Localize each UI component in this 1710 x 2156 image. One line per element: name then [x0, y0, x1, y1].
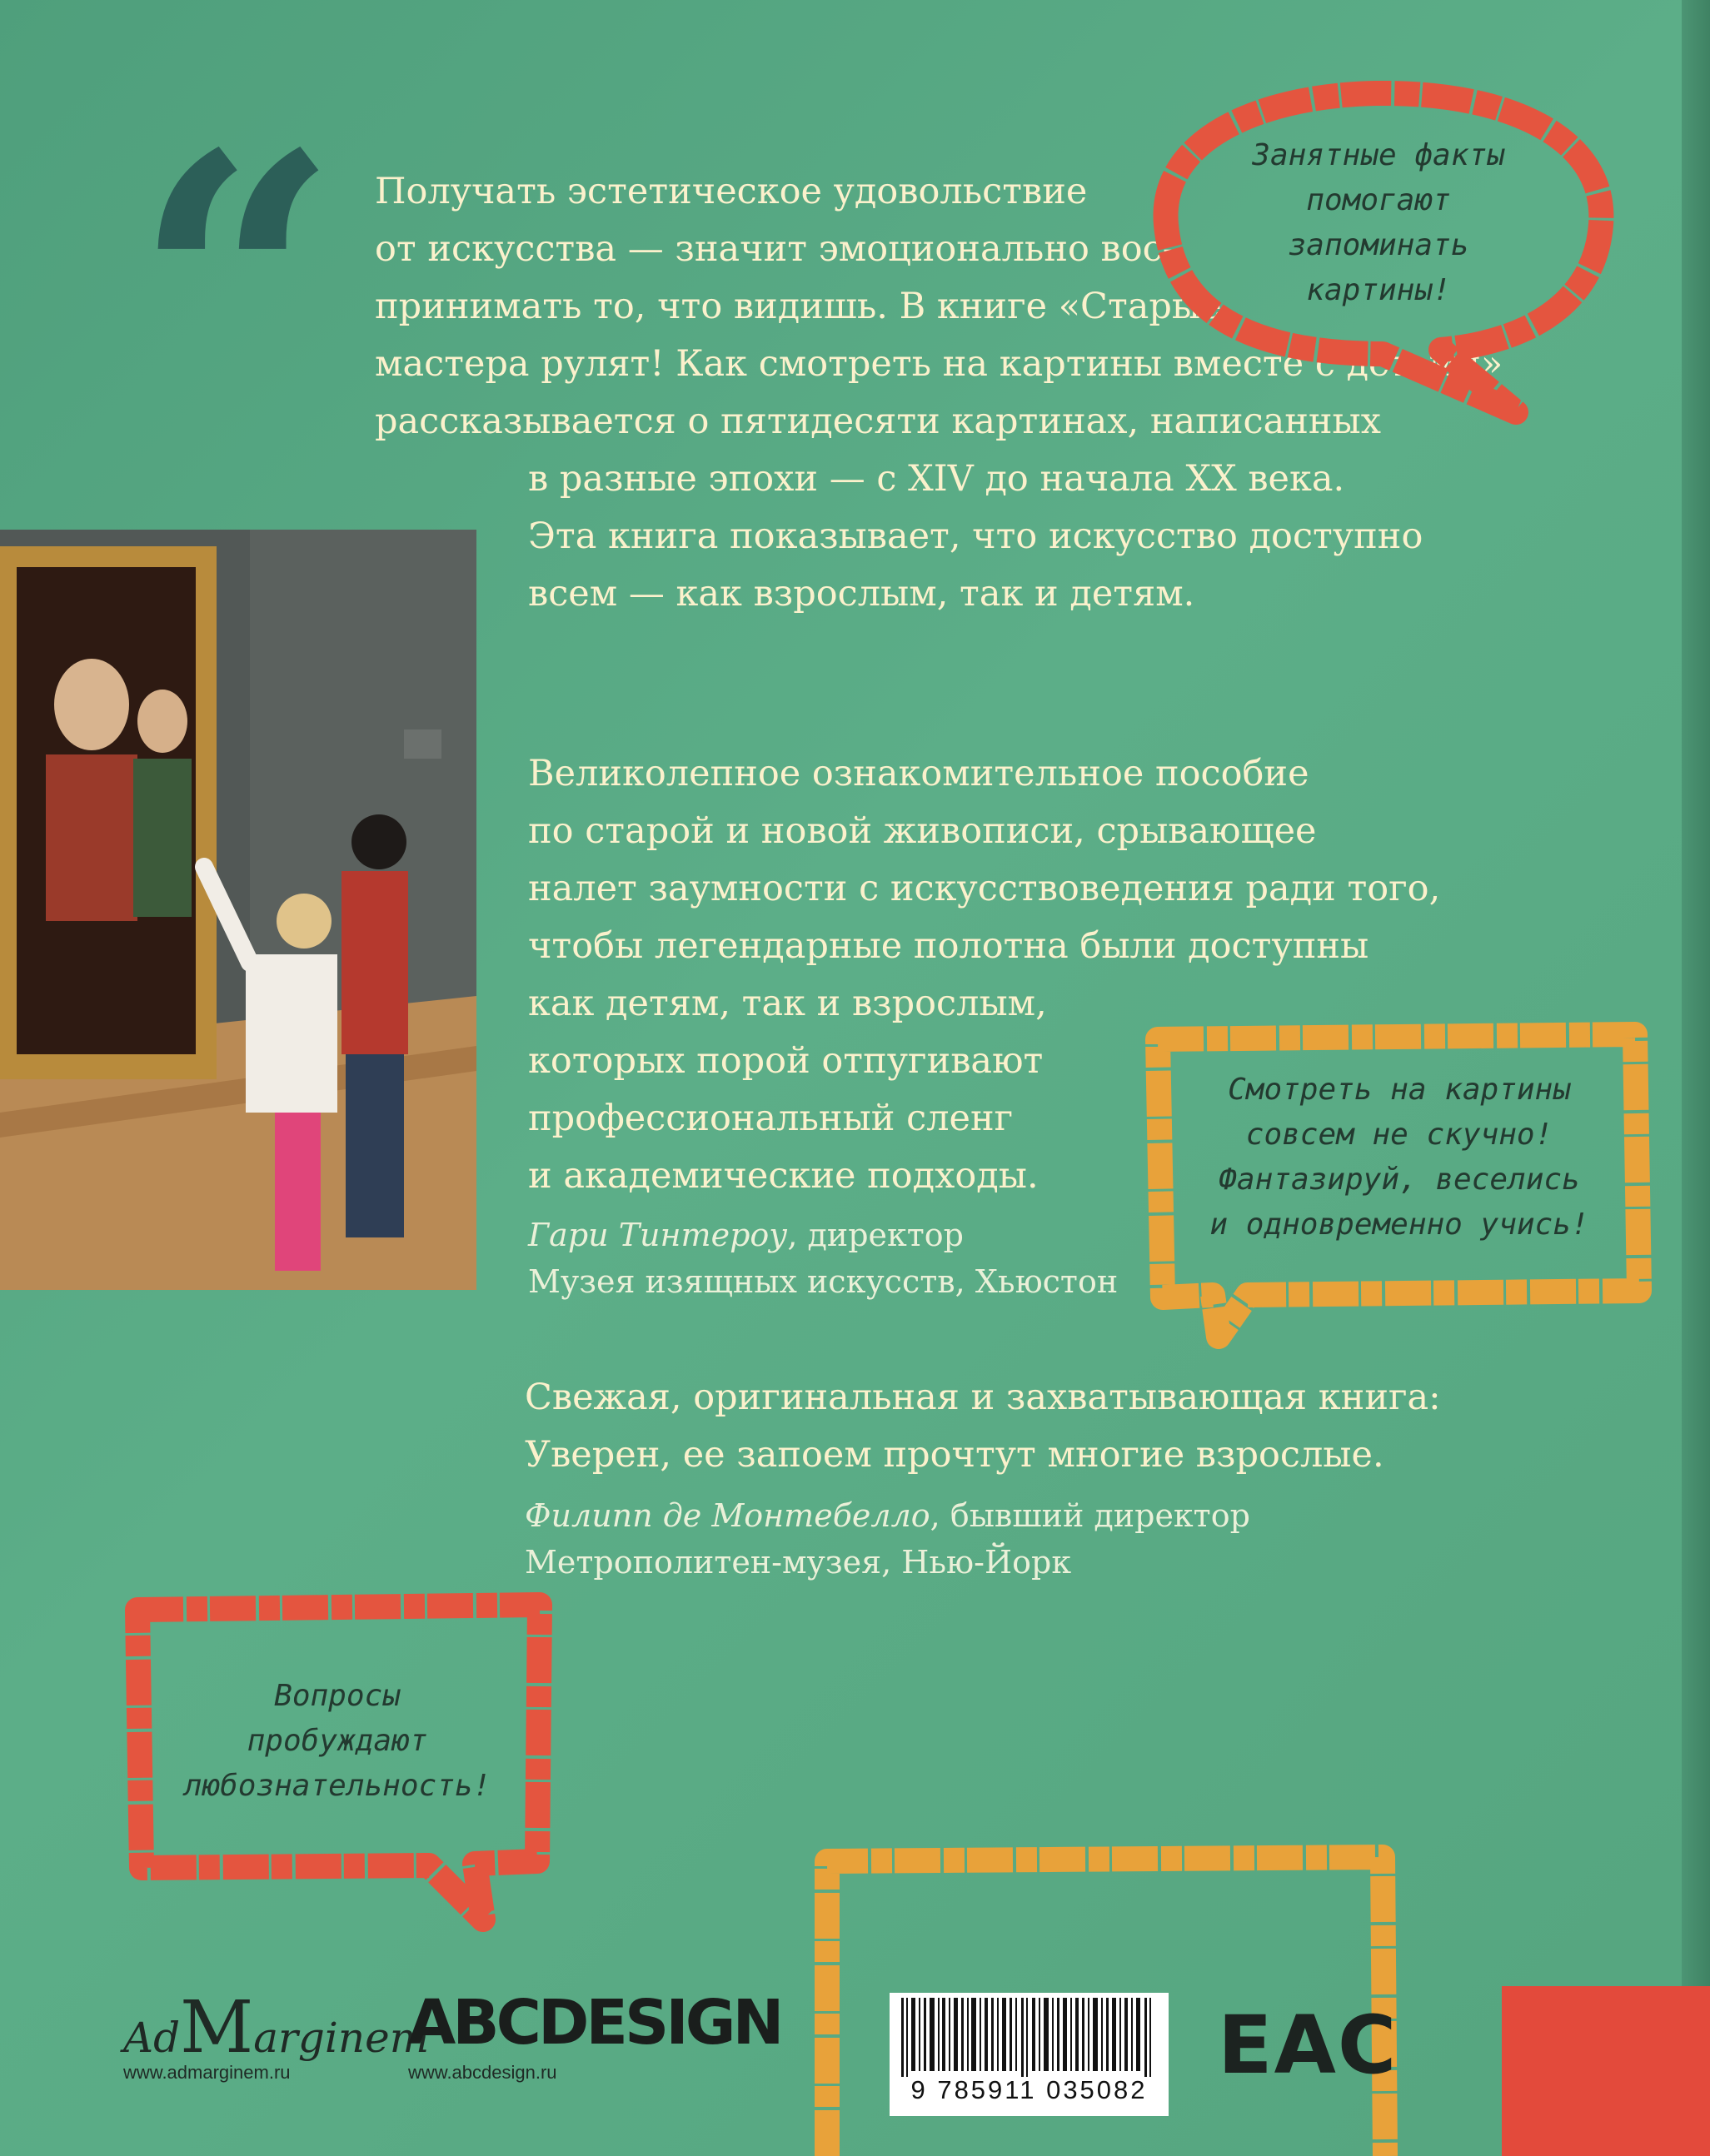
review-one-attribution [528, 1212, 1118, 1305]
attribution-line [525, 1492, 1250, 1539]
author-name: Гари Тинтероу [528, 1217, 788, 1253]
abcdesign-logo: ABCDESIGN [408, 1987, 781, 2059]
review-one-text-continued [528, 1033, 1043, 1205]
intro-line: мастера рулят! Как смотреть на картины вместе с детьми» [375, 343, 1503, 385]
bubble-line: Смотреть на картины [1228, 1073, 1571, 1107]
bubble-line: Занятные факты [1252, 138, 1505, 172]
ad-marginem-logo [123, 1986, 429, 2069]
review-two-attribution [525, 1492, 1250, 1586]
bubble-line: Вопросы [274, 1679, 401, 1713]
facts-bubble-text [1195, 133, 1562, 313]
red-corner-tab [1502, 1986, 1710, 2156]
review-line: как детям, так и взрослым, [528, 983, 1047, 1024]
review-line: по старой и новой живописи, срывающее [528, 810, 1317, 852]
review-two-text [525, 1369, 1441, 1484]
review-line: которых порой отпугивают [528, 1040, 1044, 1082]
intro-line: принимать то, что видишь. В книге «Старые [375, 286, 1222, 327]
bubble-line: помогают [1306, 183, 1451, 217]
intro-line: от искусства — значит эмоционально вос- [375, 228, 1175, 270]
questions-bubble-text [150, 1674, 525, 1809]
review-line: профессиональный сленг [528, 1098, 1014, 1139]
intro-line: всем — как взрослым, так и детям. [528, 573, 1195, 615]
author-organization: Музея изящных искусств, Хьюстон [528, 1263, 1119, 1300]
review-line: и академические подходы. [528, 1155, 1039, 1197]
author-organization: Метрополитен-музея, Нью-Йорк [525, 1544, 1072, 1581]
intro-line: в разные эпохи — с XIV до начала XX века. [528, 458, 1345, 500]
intro-line: рассказывается о пятидесяти картинах, написанных [375, 401, 1382, 442]
ad-marginem-url: www.admarginem.ru [123, 2062, 291, 2083]
bubble-line: картины! [1306, 273, 1451, 307]
review-line: Свежая, оригинальная и захватывающая книга: [525, 1377, 1441, 1418]
author-name: Филипп де Монтебелло [525, 1497, 930, 1534]
review-line: Великолепное ознакомительное пособие [528, 753, 1309, 794]
bubble-line: любознательность! [183, 1769, 491, 1803]
abcdesign-url: www.abcdesign.ru [408, 2062, 557, 2083]
author-role: , директор [787, 1217, 964, 1253]
museum-photo [0, 530, 476, 1290]
museum-photo-illustration [0, 530, 476, 1290]
barcode-bars [890, 1998, 1169, 2081]
bubble-line: Фантазируй, веселись [1219, 1163, 1580, 1197]
bubble-line: совсем не скучно! [1245, 1118, 1553, 1152]
logo-prefix: Ad [123, 2014, 181, 2062]
look-bubble-text [1170, 1068, 1628, 1247]
review-line: чтобы легендарные полотна были доступны [528, 925, 1369, 967]
bubble-line: пробуждают [247, 1724, 428, 1758]
bubble-line: запоминать [1288, 228, 1469, 262]
review-line: налет заумности с искусствоведения ради того, [528, 868, 1441, 909]
intro-text-continued [528, 451, 1423, 623]
opening-quote-mark: “ [133, 77, 315, 497]
review-line: Уверен, ее запоем прочтут многие взрослые. [525, 1434, 1384, 1476]
logo-initial: M [180, 1986, 254, 2069]
attribution-line [528, 1212, 1118, 1258]
logo-rest: arginem [253, 2014, 430, 2062]
isbn-digits: 9 785911 035082 [910, 2075, 1148, 2104]
bubble-line: и одновременно учись! [1209, 1207, 1589, 1242]
intro-line: Эта книга показывает, что искусство доступно [528, 515, 1423, 557]
intro-line: Получать эстетическое удовольствие [375, 171, 1088, 212]
cover-edge [1682, 0, 1710, 2156]
author-role: , бывший директор [930, 1497, 1250, 1534]
eac-certification-mark: EAC [1218, 1999, 1398, 2092]
review-one-text [528, 745, 1440, 1033]
